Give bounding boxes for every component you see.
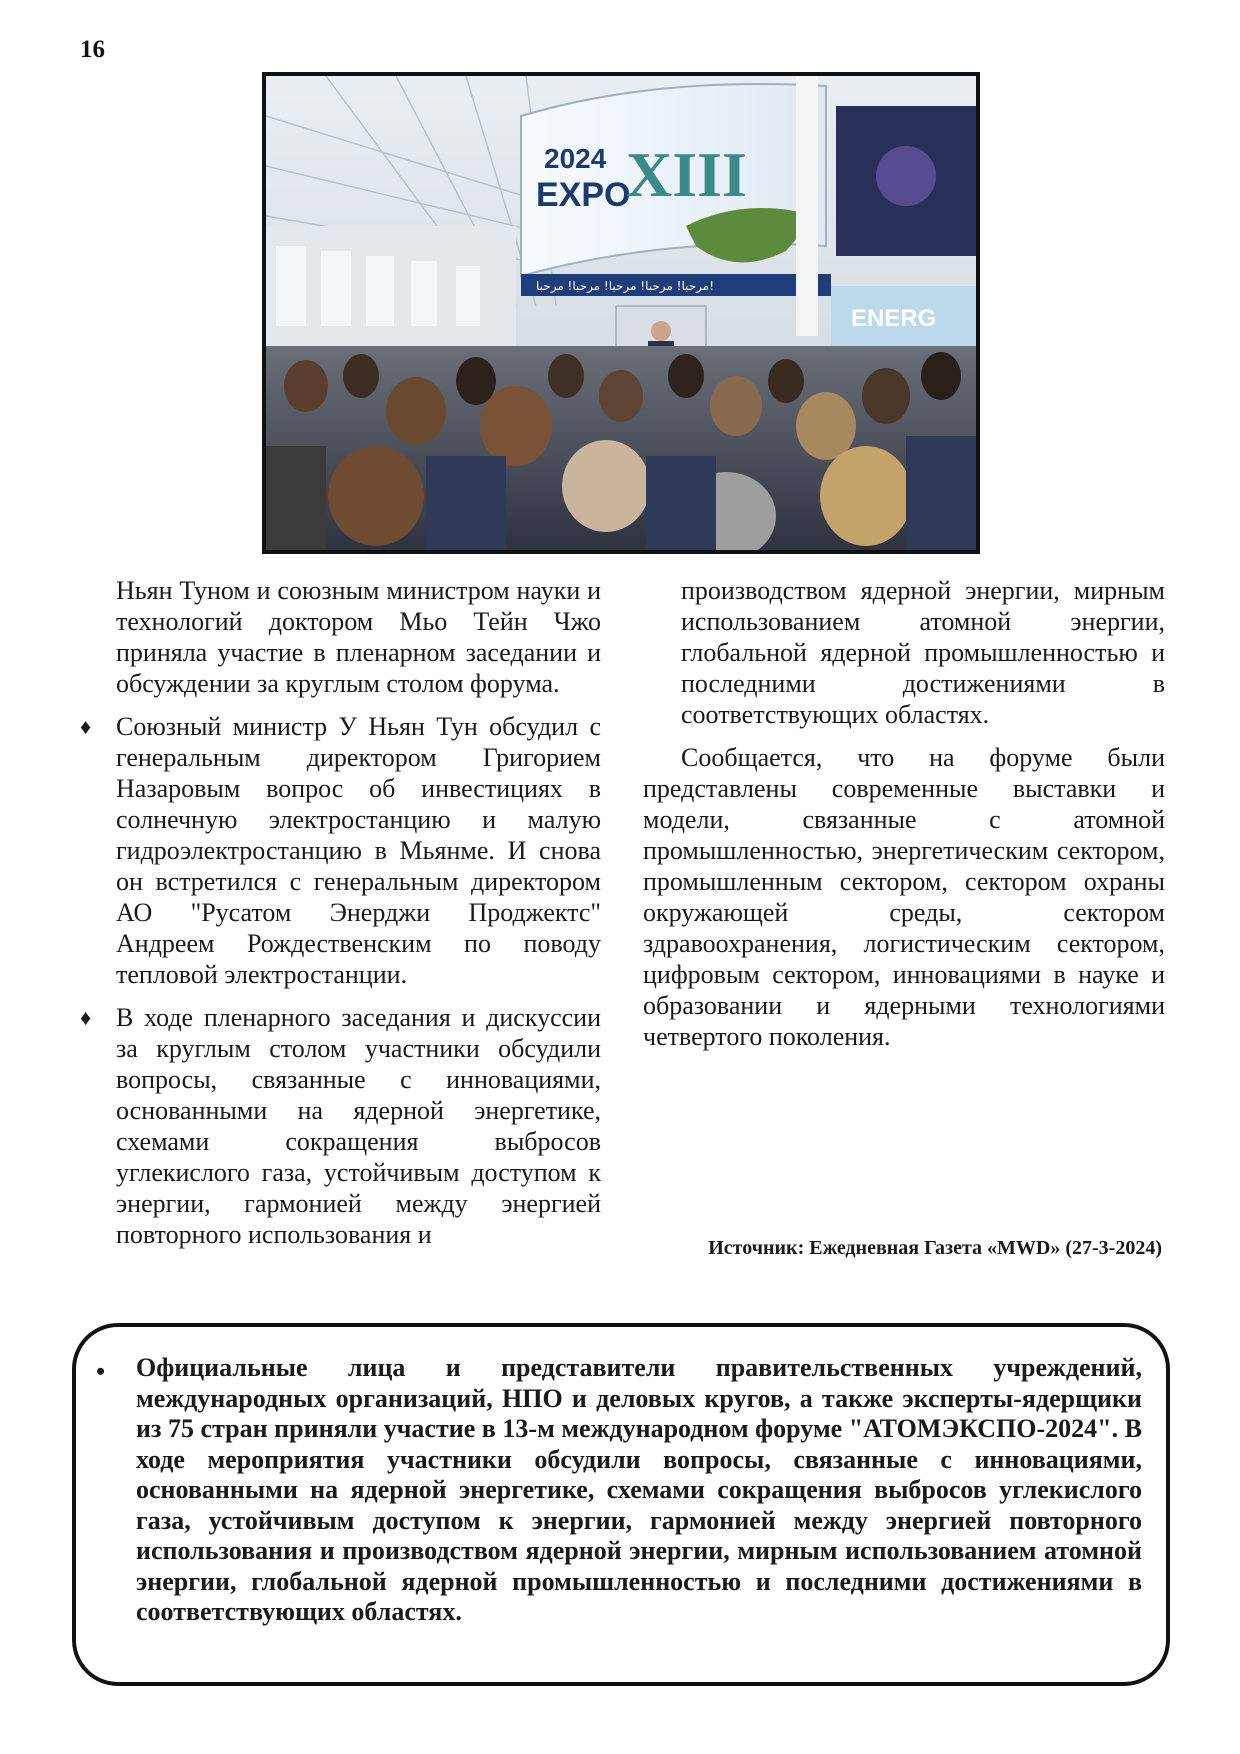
left-bullet-text: Союзный министр У Ньян Тун обсудил с генеральным директором Григорием Назаровым вопрос об инвестициях в солнечную электростанцию и малую гидроэлектростанцию в Мьянме. И снова он встретился с генеральным директором АО "Русатом Энерджи Проджектс" Андреем Рождественским по поводу тепловой электростанции. <box>116 712 601 989</box>
sign-year: 2024 <box>544 143 607 174</box>
summary-text: Официальные лица и представители правительственных учреждений, международных организаций, НПО и деловых кругов, а также эксперты-ядерщики из 75 стран приняли участие в 13-м международном форуме "АТОМЭКСПО-2024". В ходе мероприятия участники обсудили вопросы, связанные с инновациями, основанными на ядерной энергетике, схемами сокращения выбросов углекислого газа, устойчивым доступом к энергии, гармонией между энергией повторного использования и производством ядерной энергии, мирным использованием атомной энергии, глобальной ядерной промышленностью и последними достижениями в соответствующих областях. <box>136 1353 1142 1626</box>
summary-box <box>72 1323 1170 1686</box>
source-citation: Источник: Ежедневная Газета «MWD» (27-3-2024) <box>708 1237 1162 1259</box>
sign-roman: XIII <box>626 139 747 210</box>
white-pillar <box>796 76 818 336</box>
right-screen-text: ENERG <box>851 305 937 332</box>
right-continuation-paragraph: производством ядерной энергии, мирным использованием атомной энергии, глобальной ядерной промышленностью и последними достижениями в соответствующих областях. <box>681 576 1165 729</box>
left-bullet-text: В ходе пленарного заседания и дискуссии за круглым столом участники обсудили вопросы, связанные с инновациями, основанными на ядерной энергетике, схемами сокращения выбросов углекислого газа, устойчивым доступом к энергии, гармонией между энергией повторного использования и <box>116 1003 601 1249</box>
page-number: 16 <box>80 36 105 63</box>
forum-photo-illustration <box>266 76 976 550</box>
left-bullet-item <box>80 711 601 990</box>
diamond-bullet-icon: ♦ <box>80 1005 92 1030</box>
right-second-paragraph: Сообщается, что на форуме были представлены современные выставки и модели, связанные с атомной промышленностью, энергетическим сектором, промышленным сектором, сектором охраны окружающей среды, сектором здравоохранения, логистическим сектором, цифровым сектором, инновациями в науке и образовании и ядерными технологиями четвертого поколения. <box>643 743 1165 1051</box>
left-bullet-item <box>80 1002 601 1250</box>
round-bullet-icon: • <box>96 1357 106 1386</box>
sign-expo: EXPO <box>536 176 631 214</box>
right-column <box>643 575 1165 1052</box>
welcome-banner-text: مرحبا! مرحبا! مرحبا! مرحبا! مرحبا! <box>536 279 715 293</box>
left-first-paragraph: Ньян Туном и союзным министром науки и технологий доктором Мьо Тейн Чжо приняла участие в пленарном заседании и обсуждении за круглым столом форума. <box>116 576 601 698</box>
diamond-bullet-icon: ♦ <box>80 714 92 739</box>
forum-photo <box>262 72 980 554</box>
left-column <box>80 575 601 1262</box>
